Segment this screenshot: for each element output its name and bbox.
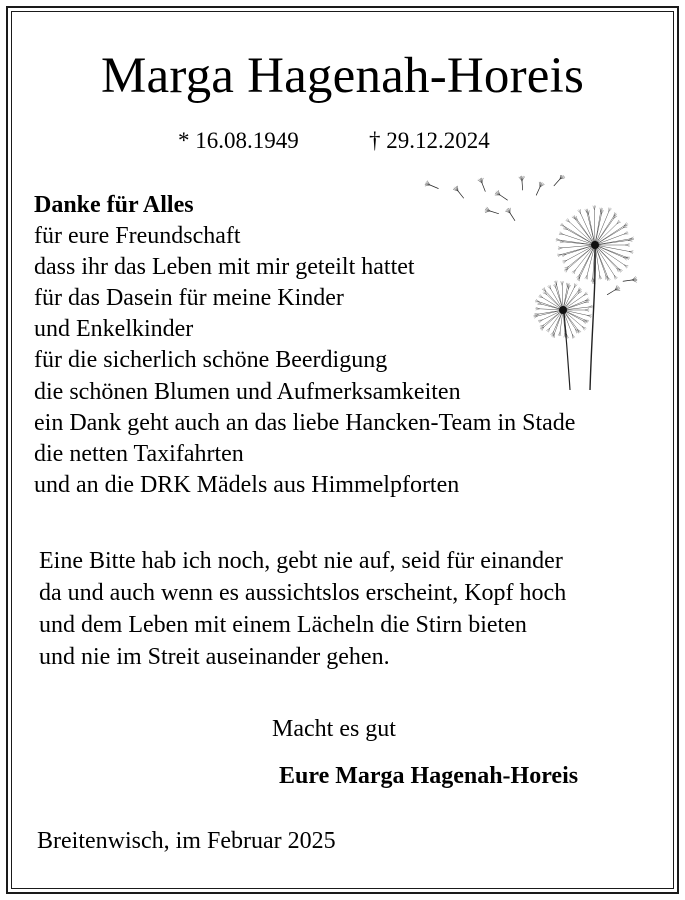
thanks-line: für eure Freundschaft [34,223,241,250]
thanks-line: die schönen Blumen und Aufmerksamkeiten [34,378,461,405]
thanks-line: für die sicherlich schöne Beerdigung [34,347,388,374]
birth-date: * 16.08.1949 [178,128,299,153]
signature: Eure Marga Hagenah-Horeis [279,763,579,789]
thanks-line: und an die DRK Mädels aus Himmelpforten [34,471,460,498]
plea-line: und dem Leben mit einem Lächeln die Stirn bieten [39,612,527,638]
deceased-name: Marga Hagenah-Horeis [100,48,585,104]
thanks-heading: Danke für Alles [34,192,194,218]
plea-line: und nie im Streit auseinander gehen. [39,644,390,670]
plea-block [39,545,566,673]
place-and-date: Breitenwisch, im Februar 2025 [37,828,336,854]
thanks-line: dass ihr das Leben mit mir geteilt hattet [34,254,415,281]
thanks-line: und Enkelkinder [34,316,194,343]
farewell-text: Macht es gut [272,716,396,742]
thanks-line: ein Dank geht auch an das liebe Hancken-Team in Stade [34,409,576,436]
plea-line: da und auch wenn es aussichtslos erscheint, Kopf hoch [39,580,567,606]
dandelion-icon [410,175,650,390]
death-date: † 29.12.2024 [369,128,490,153]
plea-line: Eine Bitte hab ich noch, gebt nie auf, seid für einander [39,548,563,574]
thanks-line: die netten Taxifahrten [34,440,244,467]
thanks-line: für das Dasein für meine Kinder [34,285,344,312]
